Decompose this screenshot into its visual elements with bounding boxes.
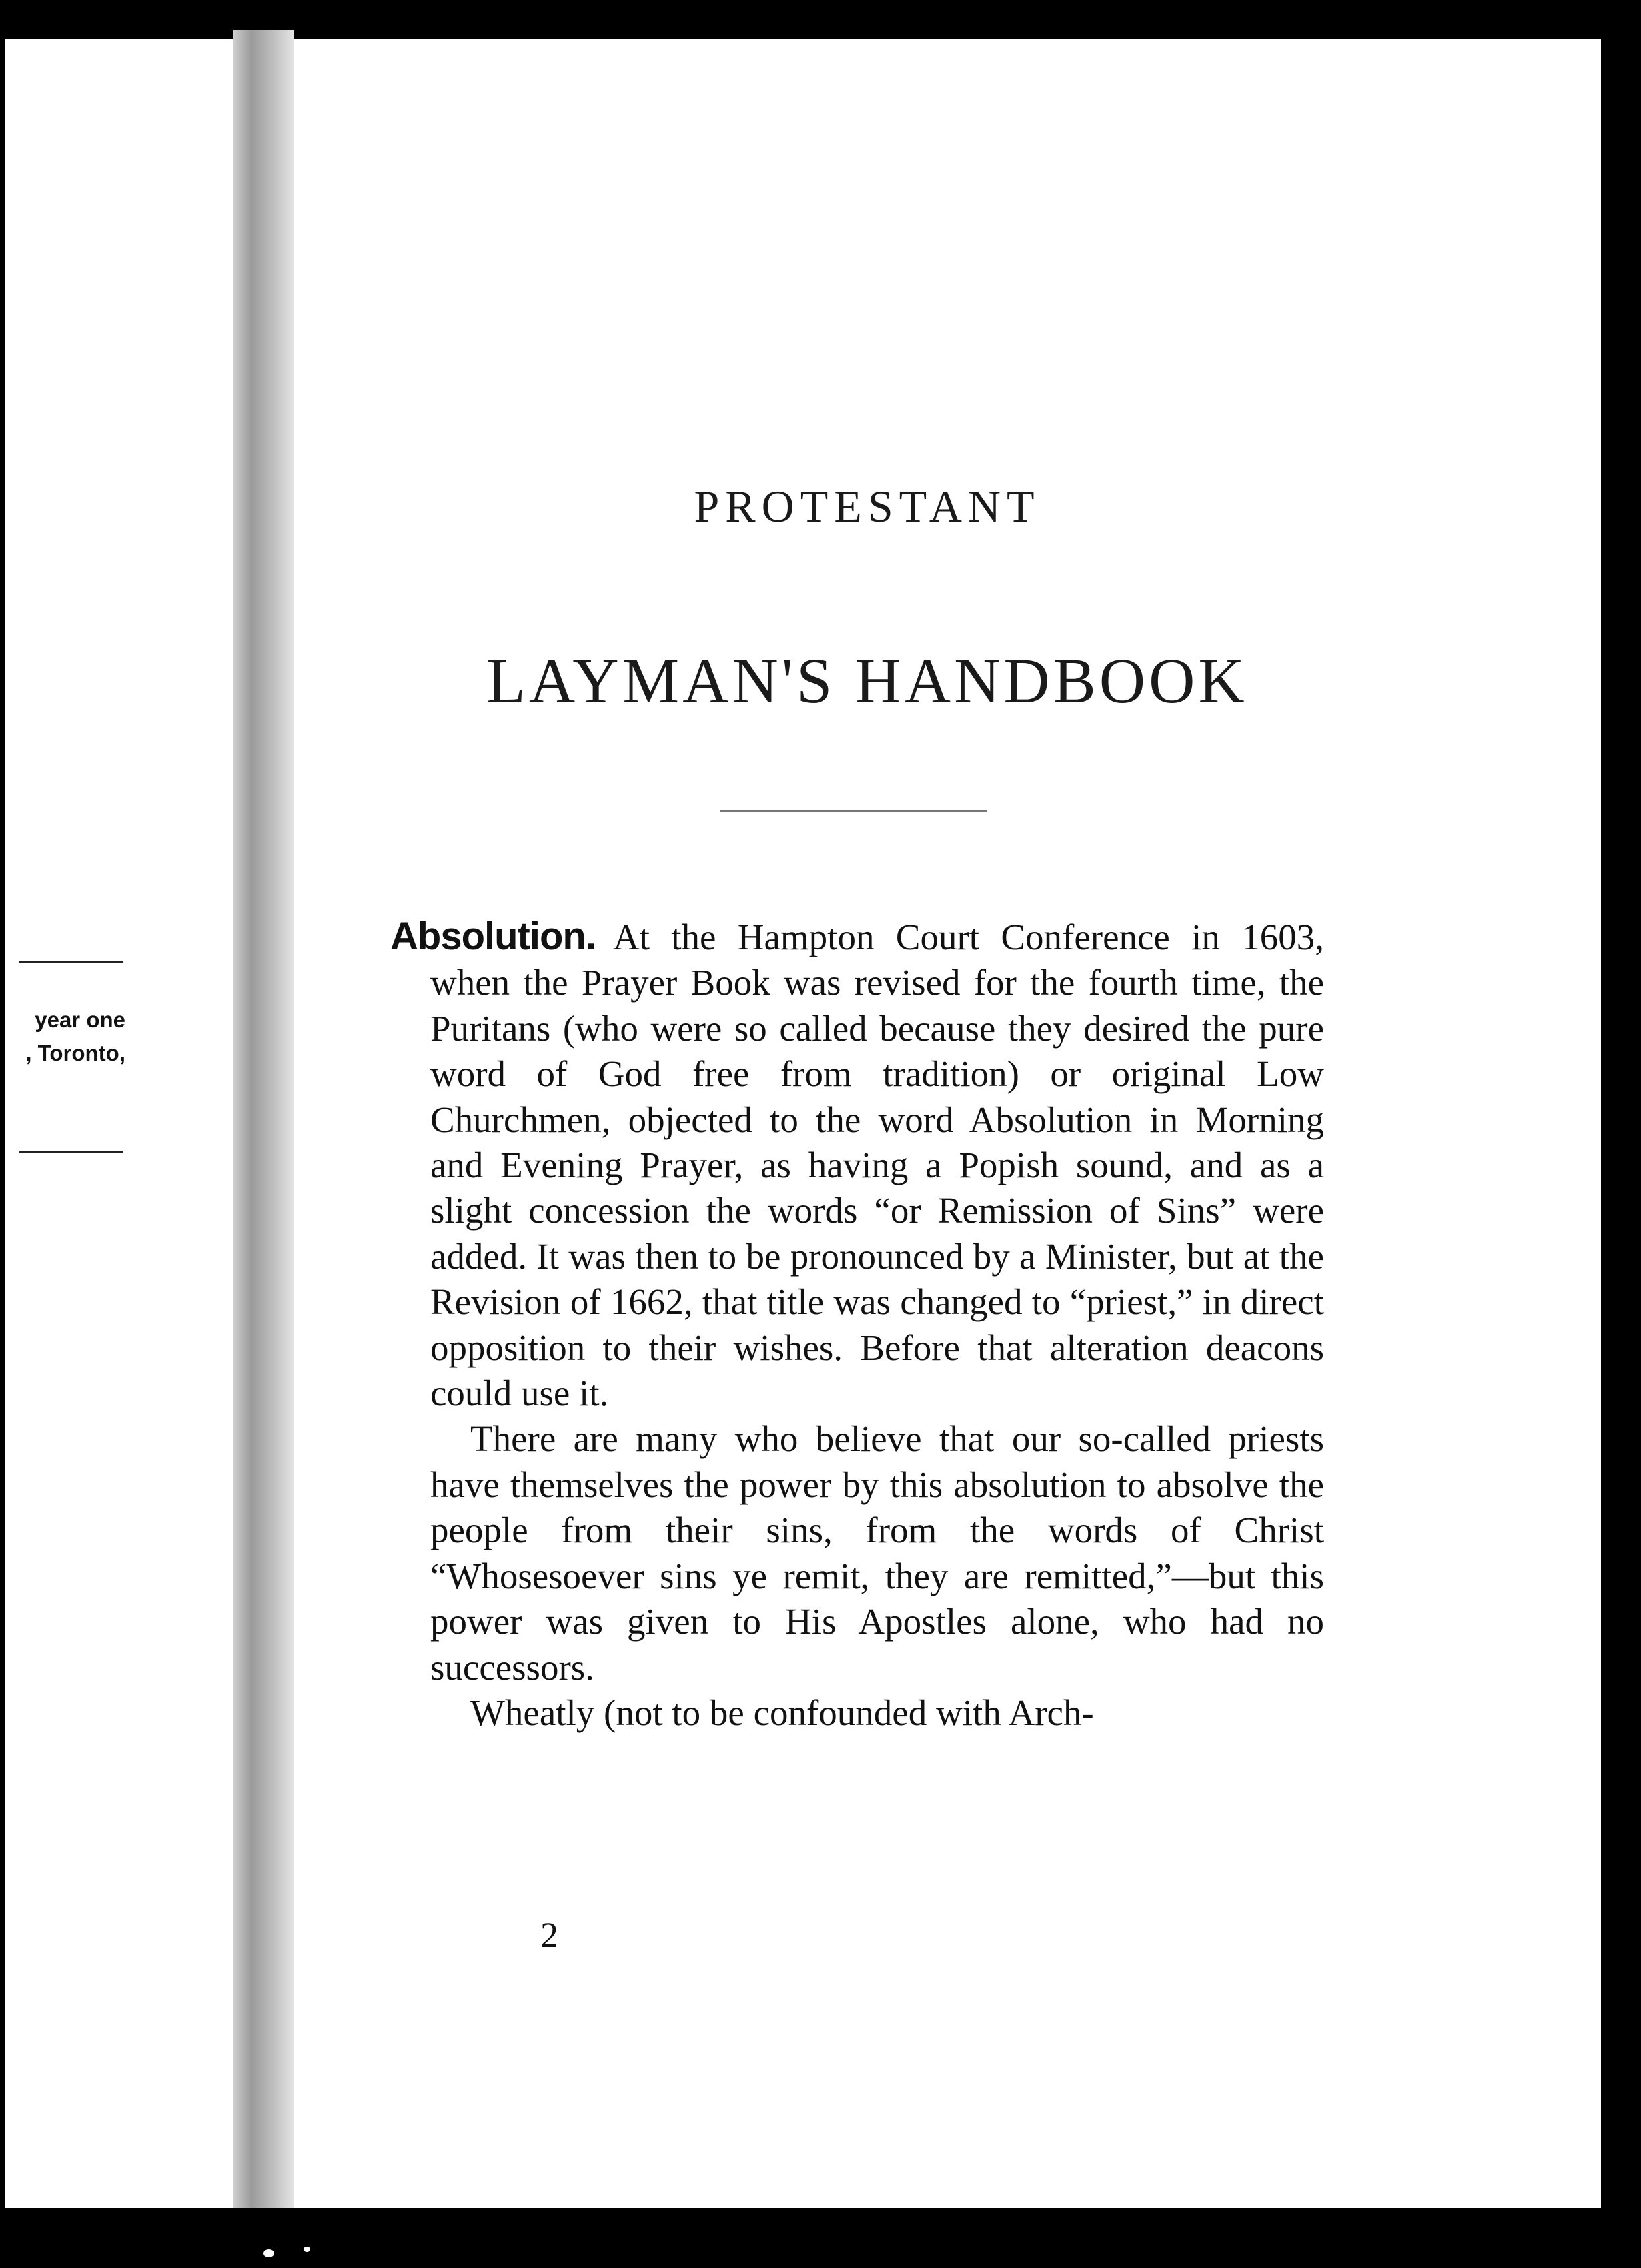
left-page-rule-bottom <box>19 1151 123 1153</box>
left-page-line-1: year one <box>35 1007 125 1032</box>
scan-border-left <box>0 0 5 2268</box>
left-page-line-2: , Toronto, <box>25 1041 125 1065</box>
title-protestant: PROTESTANT <box>694 481 1041 532</box>
scan-speck <box>304 2247 310 2252</box>
title-ornament-rule <box>720 810 987 812</box>
page-number: 2 <box>540 1915 558 1955</box>
scan-speck <box>263 2249 274 2257</box>
title-laymans-handbook: LAYMAN'S HANDBOOK <box>486 645 1248 716</box>
paragraph-absolution <box>390 914 1324 1416</box>
scan-border-bottom <box>0 2208 1641 2268</box>
book-gutter <box>233 30 294 2215</box>
left-page <box>5 39 233 2210</box>
left-page-rule-top <box>19 961 123 963</box>
paragraph-1-text: At the Hampton Court Conference in 1603, when the Prayer Book was revised for the fourth time, the Puritans (who were so called because they desired the pure word of God free from tradition) or original Low Churchmen, objected to the word Absolution in Morning and Evening Prayer, as having a Popish sound, and as a slight concession the words “or Remission of Sins” were added. It was then to be pronounced by a Minister, but at the Revision of 1662, that title was changed to “priest,” in direct opposition to their wishes. Before that alteration deacons could use it. <box>430 917 1324 1414</box>
body-text <box>390 914 1324 1736</box>
scan-border-right <box>1601 0 1641 2268</box>
entry-term: Absolution. <box>390 915 596 958</box>
paragraph-3: Wheatly (not to be confounded with Arch- <box>470 1692 1094 1733</box>
paragraph-2: There are many who believe that our so-called priests have themselves the power by this absolution to absolve the people from their sins, from the words of Christ “Whosesoever sins ye remit, they are remitted,”—but this power was given to His Apostles alone, who had no successors. <box>430 1418 1324 1688</box>
